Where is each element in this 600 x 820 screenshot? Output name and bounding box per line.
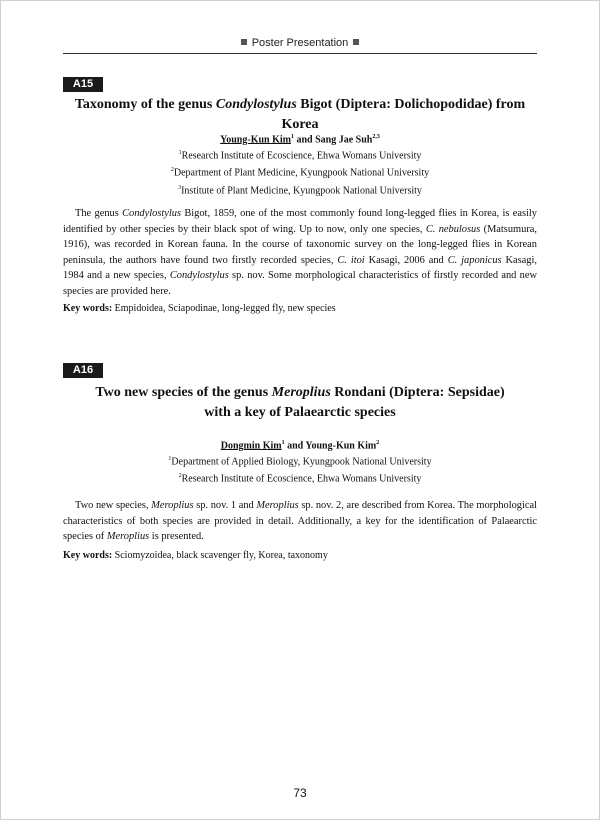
aff-text: Research Institute of Ecoscience, Ehwa Womans University (181, 473, 422, 485)
abstract-title-a16 (63, 383, 537, 423)
author-name: Dongmin Kim (220, 440, 282, 452)
author-sup: 1 (281, 440, 285, 446)
aff-text: Department of Plant Medicine, Kyungpook National University (173, 167, 430, 179)
abstract-badge-a16: A16 (63, 363, 103, 378)
affiliation-line (63, 181, 537, 198)
title-genus: Condylostylus (215, 97, 297, 112)
abstract-italic: C. nebulosus (425, 223, 481, 235)
keywords-text: Empidoidea, Sciapodinae, long-legged fly, new species (112, 303, 336, 314)
running-header (0, 37, 600, 49)
abstract-text: is presented. (149, 531, 204, 543)
abstract-italic: C. itoi (337, 254, 365, 266)
aff-sup: 2 (170, 167, 174, 174)
abstract-body-a15 (63, 206, 537, 300)
abstract-text: Two new species, (75, 500, 152, 511)
author-sup: 1 (290, 134, 294, 140)
page-number: 73 (293, 786, 307, 800)
aff-sup: 1 (168, 456, 172, 462)
abstract-badge-a15: A15 (63, 77, 103, 92)
affiliations-a16 (63, 452, 537, 487)
author-name: Young-Kun Kim (220, 134, 291, 146)
keywords-a15 (63, 303, 537, 314)
title-line: with a key of Palaearctic species (204, 405, 396, 420)
title-text: Taxonomy of the genus (74, 97, 216, 112)
author-sup: 2,3 (372, 134, 380, 140)
abstract-text: Kasagi, 2006 and (364, 254, 448, 266)
title-line (63, 383, 537, 403)
affiliation-line (63, 163, 537, 180)
author-and: and (284, 440, 306, 452)
abstract-title-a15 (63, 95, 537, 135)
affiliation-line (63, 469, 537, 486)
aff-sup: 3 (178, 184, 182, 191)
abstract-text: sp. nov. Some morphological characteristics of firstly recorded and new species are provided here. (63, 270, 537, 297)
header-divider (63, 53, 537, 54)
square-bullet-icon (353, 39, 359, 45)
authors-a15 (63, 134, 537, 145)
header-label: Poster Presentation (251, 37, 349, 49)
abstract-text: sp. nov. 1 and (193, 500, 257, 511)
abstract-italic: Meroplius (106, 531, 150, 543)
abstract-italic: Condylostylus (169, 270, 229, 282)
aff-text: Institute of Plant Medicine, Kyungpook National University (181, 184, 422, 196)
abstract-italic: C. japonicus (447, 254, 502, 266)
abstract-italic: Meroplius (151, 500, 194, 511)
abstract-body-a16 (63, 498, 537, 545)
affiliation-line (63, 146, 537, 163)
authors-a16 (63, 440, 537, 451)
square-bullet-icon (241, 39, 247, 45)
author-name: Young-Kun Kim (305, 440, 377, 452)
keywords-a16 (63, 550, 537, 561)
abstract-italic: Meroplius (256, 500, 299, 511)
abstract-text: Bigot, 1859, one of the most commonly found long-legged flies in Korea, is easily identified by other species by their black spot of wing. Up to now, only one species, (63, 208, 538, 235)
keywords-text: Sciomyzoidea, black scavenger fly, Korea, taxonomy (112, 550, 328, 561)
abstract-text: (Matsumura, 1916), was recorded in Korean fauna. In the course of taxonomic survey on the long-legged flies in Korean peninsula, the authors have found two firstly recorded species, (63, 223, 537, 266)
abstract-text: Kasagi, 1984 and a new species, (63, 254, 537, 282)
abstract-text: The genus (75, 208, 123, 219)
author-name: Sang Jae Suh (315, 134, 373, 146)
aff-text: Research Institute of Ecoscience, Ehwa Womans University (181, 150, 422, 162)
keywords-label: Key words: (63, 550, 113, 561)
title-text: Rondani (Diptera: Sepsidae) (330, 385, 505, 400)
keywords-label: Key words: (63, 303, 113, 314)
affiliation-line (63, 452, 537, 469)
abstract-italic: Condylostylus (122, 208, 181, 219)
aff-sup: 1 (178, 150, 182, 156)
author-sup: 2 (376, 440, 380, 446)
aff-text: Department of Applied Biology, Kyungpook National University (171, 456, 432, 468)
title-text: Bigot (Diptera: Dolichopodidae) from Korea (281, 97, 526, 132)
title-text: Two new species of the genus (95, 385, 272, 400)
aff-sup: 2 (178, 473, 182, 480)
abstract-text: sp. nov. 2, are described from Korea. The morphological characteristics of both species are provided in detail. Additionally, a key for the identification of Palaearctic species of (63, 500, 537, 543)
author-and: and (293, 134, 316, 146)
affiliations-a15 (63, 146, 537, 198)
title-genus: Meroplius (271, 385, 331, 400)
